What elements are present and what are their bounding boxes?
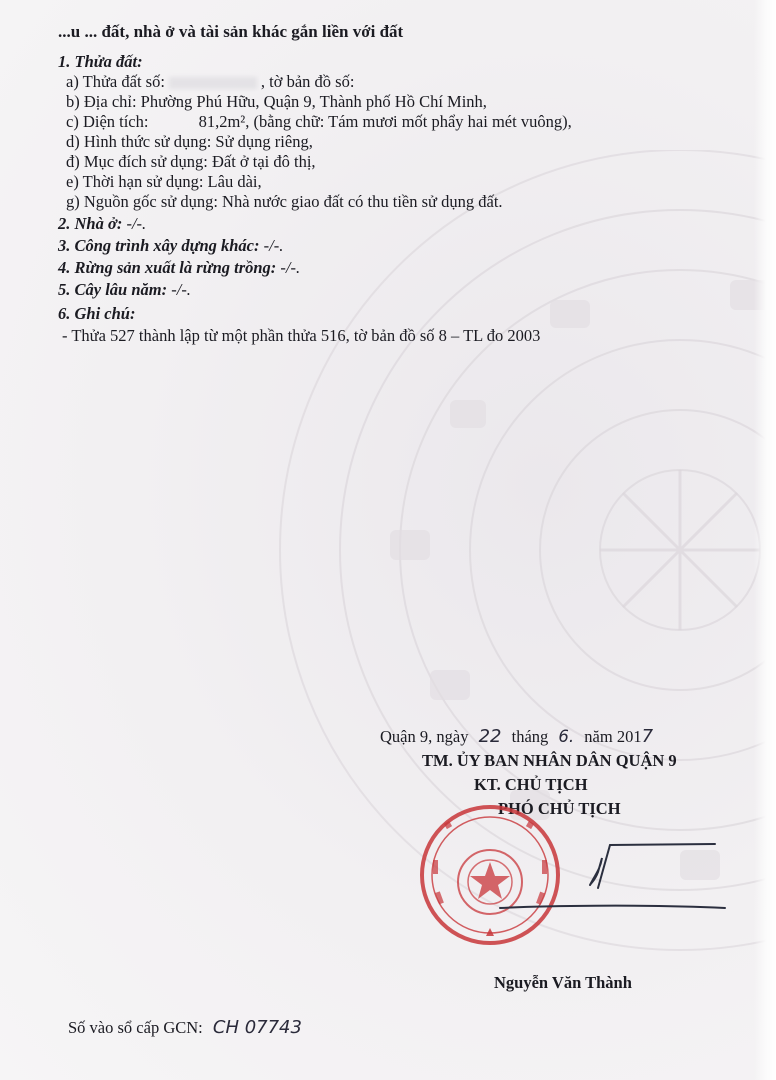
page-header: ...u ... đất, nhà ở và tài sản khác gắn liền với đất [58, 22, 404, 41]
signer-name: Nguyễn Văn Thành [494, 973, 632, 992]
section-6-label: 6. Ghi chú: [58, 304, 136, 323]
section-2-value: -/-. [126, 214, 147, 233]
signing-day: 22 [478, 726, 502, 747]
section-4-label: 4. Rừng sản xuất là rừng trồng: [58, 258, 277, 277]
area-row [66, 112, 572, 132]
section-4-value: -/-. [280, 258, 301, 277]
section-2-row [58, 214, 146, 234]
signing-role-acting: KT. CHỦ TỊCH [474, 775, 588, 794]
parcel-number-row [66, 72, 354, 92]
section-3-row [58, 236, 283, 256]
signing-month-label: tháng [511, 727, 549, 746]
handwritten-signature [440, 830, 730, 930]
area-value: 81,2m², (bằng chữ: Tám mươi mốt phẩy hai mét vuông), [198, 112, 572, 131]
usage-origin-row: g) Nguồn gốc sử dụng: Nhà nước giao đất có thu tiền sử dụng đất. [66, 192, 503, 211]
signing-organization: TM. ỦY BAN NHÂN DÂN QUẬN 9 [422, 751, 677, 770]
certificate-registry-row [68, 1018, 302, 1038]
signing-month: 6. [558, 727, 575, 746]
section-6-note: - Thửa 527 thành lập từ một phần thửa 516, tờ bản đồ số 8 – TL đo 2003 [62, 326, 541, 345]
signing-date [380, 727, 653, 747]
address-row: b) Địa chỉ: Phường Phú Hữu, Quận 9, Thành phố Hồ Chí Minh, [66, 92, 487, 111]
map-sheet-label: , tờ bản đồ số: [260, 72, 355, 91]
section-3-value: -/-. [263, 236, 284, 255]
area-label: c) Diện tích: [66, 112, 149, 131]
registry-label: Số vào sổ cấp GCN: [68, 1018, 203, 1037]
usage-form-row: d) Hình thức sử dụng: Sử dụng riêng, [66, 132, 313, 151]
section-3-label: 3. Công trình xây dựng khác: [58, 236, 260, 255]
redacted-parcel-number [169, 77, 257, 89]
section-5-value: -/-. [171, 280, 191, 299]
signing-year-label: năm 201 [584, 727, 642, 746]
section-1-label: 1. Thửa đất: [58, 52, 143, 71]
page-edge [754, 0, 776, 1080]
section-2-label: 2. Nhà ở: [58, 214, 123, 233]
signing-place: Quận 9, ngày [380, 727, 469, 746]
parcel-number-label: a) Thửa đất số: [66, 72, 165, 91]
signing-role-vice: PHÓ CHỦ TỊCH [498, 799, 621, 818]
section-5-label: 5. Cây lâu năm: [58, 280, 168, 299]
usage-term-row: e) Thời hạn sử dụng: Lâu dài, [66, 172, 262, 191]
signing-year-last-digit: 7 [641, 726, 654, 747]
section-4-row [58, 258, 300, 278]
section-5-row [58, 280, 191, 300]
usage-purpose-row: đ) Mục đích sử dụng: Đất ở tại đô thị, [66, 152, 316, 171]
registry-code: CH 07743 [212, 1017, 302, 1038]
